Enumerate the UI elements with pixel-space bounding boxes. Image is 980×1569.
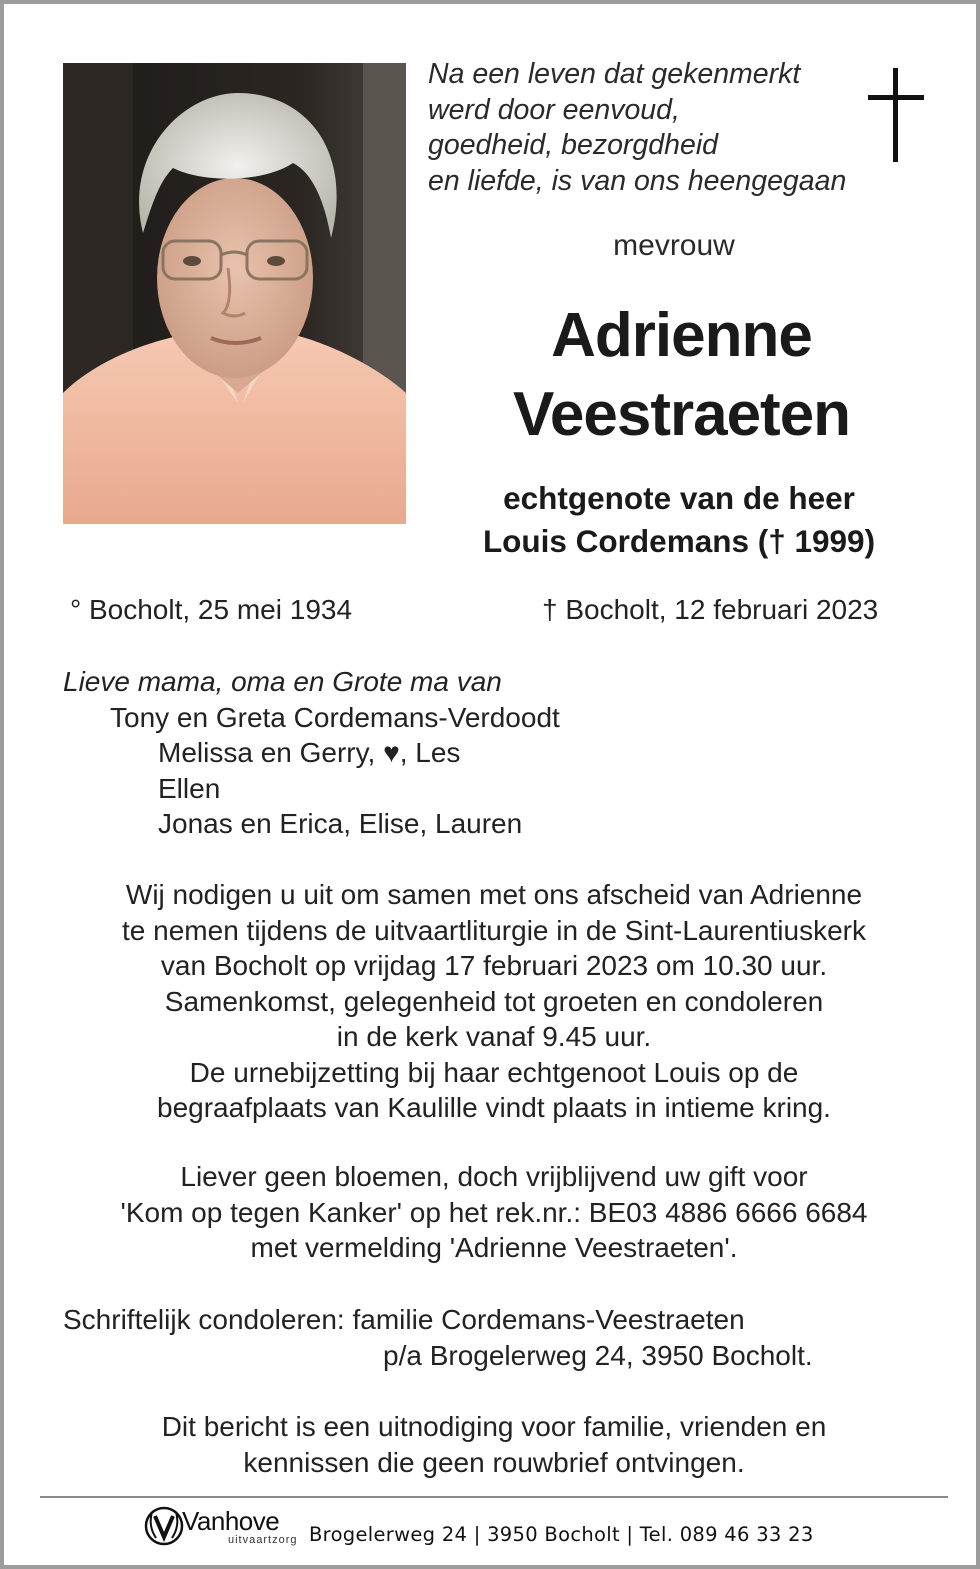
brand-subtitle: uitvaartzorg: [228, 1534, 298, 1546]
death-date: † Bocholt, 12 februari 2023: [542, 594, 879, 625]
intro-line: en liefde, is van ons heengegaan: [428, 164, 847, 197]
family-member: Ellen: [158, 772, 221, 804]
donation-line: met vermelding 'Adrienne Veestraeten'.: [250, 1232, 738, 1263]
condolence-line: Schriftelijk condoleren: familie Cordemans-Veestraeten: [63, 1304, 745, 1335]
honorific: mevrouw: [613, 229, 735, 262]
spouse-info: [419, 477, 939, 563]
family-member: Tony en Greta Cordemans-Verdoodt: [110, 701, 560, 733]
notice-line: kennissen die geen rouwbrief ontvingen.: [243, 1446, 745, 1478]
donation-text: [44, 1159, 944, 1266]
family-list: [63, 664, 560, 842]
donation-line: 'Kom op tegen Kanker' op het rek.nr.: BE03 4886 6666 6684: [120, 1196, 868, 1228]
footer-divider: [40, 1496, 948, 1498]
invitation-line: Wij nodigen u uit om samen met ons afscheid van Adrienne: [125, 879, 863, 910]
invitation-line: van Bocholt op vrijdag 17 februari 2023 om 10.30 uur.: [160, 950, 828, 981]
brand-name: Vanhove: [182, 1506, 280, 1536]
invitation-text: [44, 877, 944, 1126]
last-name: Veestraeten: [512, 380, 851, 449]
portrait-photo: [63, 63, 406, 524]
family-lead: Lieve mama, oma en Grote ma van: [63, 666, 502, 697]
condolence-street: p/a Brogelerweg 24, 3950 Bocholt.: [383, 1340, 813, 1371]
notice-text: [44, 1409, 944, 1480]
spouse-line: echtgenote van de heer: [503, 480, 855, 516]
donation-line: Liever geen bloemen, doch vrijblijvend uw gift voor: [180, 1161, 808, 1192]
vanhove-logo-icon: [142, 1504, 186, 1548]
condolence-address: [63, 1302, 813, 1374]
footer: [142, 1504, 862, 1554]
invitation-line: te nemen tijdens de uitvaartliturgie in de Sint-Laurentiuskerk: [122, 914, 866, 946]
cross-icon: [868, 68, 924, 162]
contact-info: Brogelerweg 24 | 3950 Bocholt | Tel. 089 46 33 23: [309, 1523, 814, 1546]
invitation-line: in de kerk vanaf 9.45 uur.: [336, 1021, 652, 1052]
notice-line: Dit bericht is een uitnodiging voor familie, vrienden en: [161, 1411, 827, 1442]
invitation-line: De urnebijzetting bij haar echtgenoot Louis op de: [189, 1056, 799, 1088]
family-member: Melissa en Gerry, ♥, Les: [158, 737, 461, 768]
intro-line: Na een leven dat gekenmerkt: [428, 58, 801, 90]
intro-text: [428, 57, 868, 199]
spouse-name: Louis Cordemans († 1999): [482, 523, 876, 559]
invitation-line: begraafplaats van Kaulille vindt plaats in intieme kring.: [157, 1092, 831, 1123]
deceased-name: [444, 296, 919, 454]
family-member: Jonas en Erica, Elise, Lauren: [158, 808, 523, 839]
birth-date: ° Bocholt, 25 mei 1934: [70, 594, 353, 625]
first-name: Adrienne: [551, 301, 812, 370]
invitation-line: Samenkomst, gelegenheid tot groeten en condoleren: [164, 985, 824, 1017]
intro-line: werd door eenvoud,: [428, 93, 680, 126]
intro-line: goedheid, bezorgdheid: [428, 129, 718, 161]
